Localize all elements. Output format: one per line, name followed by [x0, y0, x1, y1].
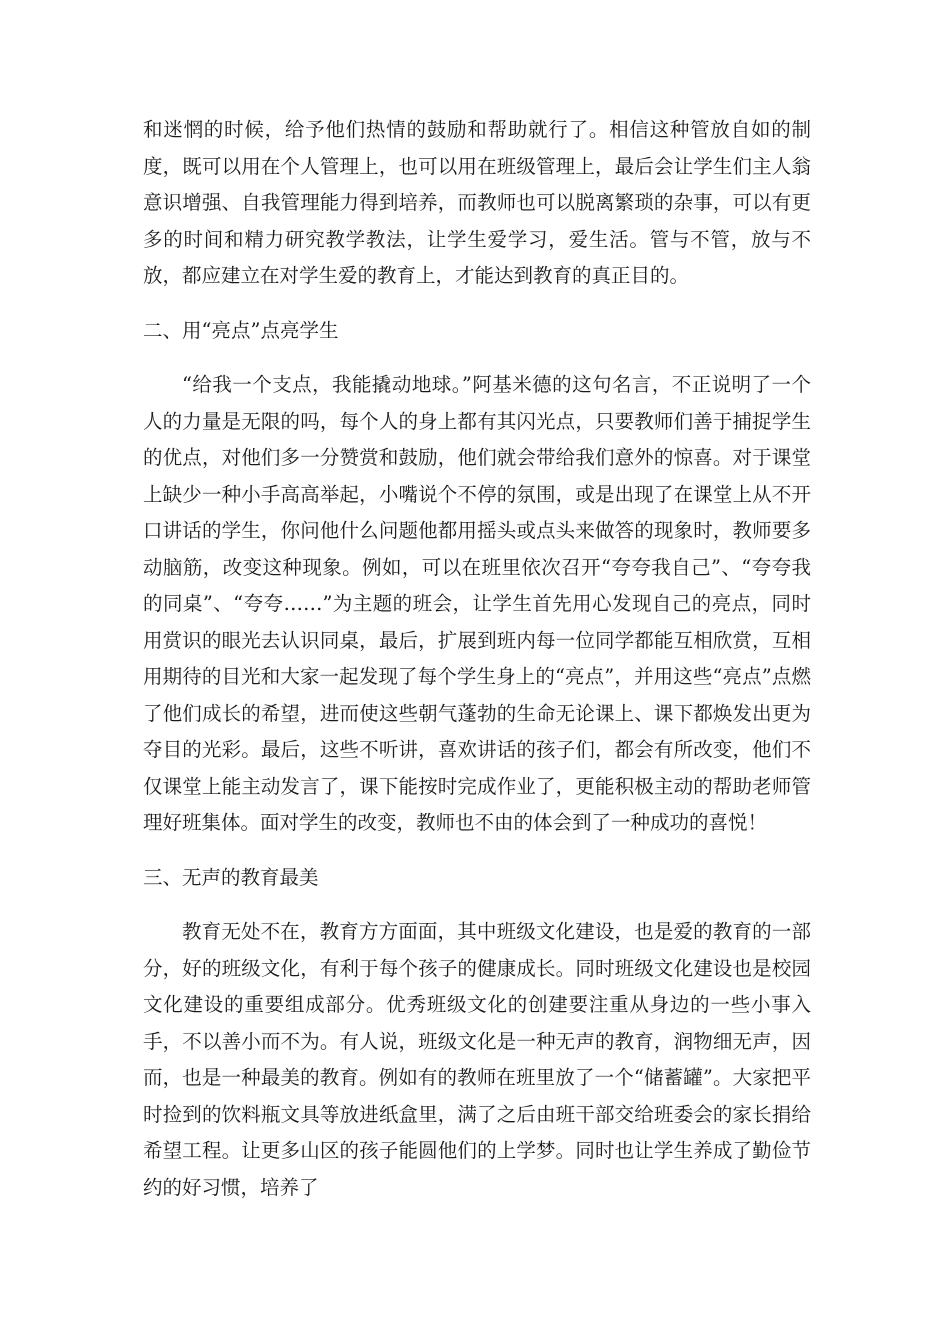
paragraph-continuation: 和迷惘的时候，给予他们热情的鼓励和帮助就行了。相信这种管放自如的制度，既可以用在个人管理上，也可以用在班级管理上，最后会让学生们主人翁意识增强、自我管理能力得到培养，而教师也可以脱离繁琐的杂事，可以有更多的时间和精力研究教学教法，让学生爱学习，爱生活。管与不管，放与不放，都应建立在对学生爱的教育上，才能达到教育的真正目的。 — [143, 118, 811, 287]
spacer — [143, 842, 811, 860]
section-heading-2: 二、用“亮点”点亮学生 — [143, 318, 339, 342]
document-page — [143, 112, 811, 1206]
paragraph-silent-education: 教育无处不在，教育方方面面，其中班级文化建设，也是爱的教育的一部分，好的班级文化，有利于每个孩子的健康成长。同时班级文化建设也是校园文化建设的重要组成部分。优秀班级文化的创建要注重从身边的一些小事入手，不以善小而不为。有人说，班级文化是一种无声的教育，润物细无声，因而，也是一种最美的教育。例如有的教师在班里放了一个“储蓄罐”。大家把平时捡到的饮料瓶文具等放进纸盒里，满了之后由班干部交给班委会的家长捐给希望工程。让更多山区的孩子能圆他们的上学梦。同时也让学生养成了勤俭节约的好习惯，培养了 — [143, 920, 811, 1199]
spacer — [143, 295, 811, 313]
spacer — [143, 349, 811, 367]
section-heading-3: 三、无声的教育最美 — [143, 865, 319, 889]
spacer — [143, 896, 811, 914]
paragraph-highlights: “给我一个支点，我能撬动地球。”阿基米德的这句名言，不正说明了一个人的力量是无限的吗，每个人的身上都有其闪光点，只要教师们善于捕捉学生的优点，对他们多一分赞赏和鼓励，他们就会带给我们意外的惊喜。对于课堂上缺少一种小手高高举起，小嘴说个不停的氛围，或是出现了在课堂上从不开口讲话的学生，你问他什么问题他都用摇头或点头来做答的现象时，教师要多动脑筋，改变这种现象。例如，可以在班里依次召开“夸夸我自己”、“夸夸我的同桌”、“夸夸……”为主题的班会，让学生首先用心发现自己的亮点，同时用赏识的眼光去认识同桌，最后，扩展到班内每一位同学都能互相欣赏，互相用期待的目光和大家一起发现了每个学生身上的“亮点”，并用这些“亮点”点燃了他们成长的希望，进而使这些朝气蓬勃的生命无论课上、课下都焕发出更为夺目的光彩。最后，这些不听讲，喜欢讲话的孩子们，都会有所改变，他们不仅课堂上能主动发言了，课下能按时完成作业了，更能积极主动的帮助老师管理好班集体。面对学生的改变，教师也不由的体会到了一种成功的喜悦！ — [143, 373, 811, 834]
